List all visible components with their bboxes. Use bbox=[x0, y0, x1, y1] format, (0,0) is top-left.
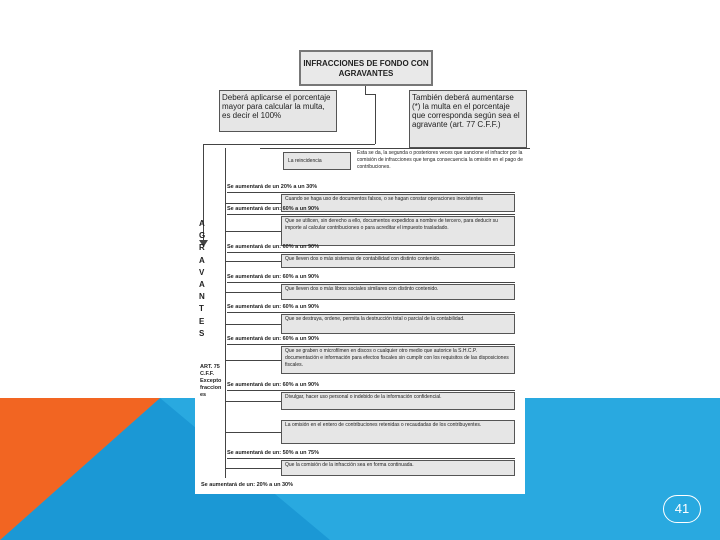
percentage-label: Se aumentará de un: 50% a un 75% bbox=[227, 450, 320, 456]
percentage-label: Se aumentará de un: 60% a un 90% bbox=[227, 382, 320, 388]
percentage-label: Se aumentará de un 20% a un 30% bbox=[227, 184, 318, 190]
side-letters: A G R A V A N T E S bbox=[199, 219, 206, 338]
page-number: 41 bbox=[663, 495, 701, 523]
left-note: Deberá aplicarse el porcentaje mayor para calcular la multa, es decir el 100% bbox=[219, 90, 337, 132]
percentage-label: Se aumentará de un: 60% a un 90% bbox=[227, 304, 320, 310]
right-note: También deberá aumentarse (*) la multa en el porcentaje que corresponda según sea el agravante (art. 77 C.F.F.) bbox=[409, 90, 527, 148]
percentage-label: Se aumentará de un: 60% a un 90% bbox=[227, 206, 320, 212]
infraction-description: Que se utilicen, sin derecho a ello, documentos expedidos a nombre de tercero, para deducir su importe al calcular contribuciones o para acreditar el impuesto trasladado. bbox=[281, 216, 515, 246]
bottom-pct: Se aumentará de un: 20% a un 30% bbox=[201, 482, 294, 488]
reincidencia-desc: Esta se da, la segunda o posteriores veces que sancione el infractor por la comisión de infracciones que tenga consecuencia la omisión en el pago de contribuciones. bbox=[357, 150, 523, 170]
infraction-description: Que lleven dos o más sistemas de contabilidad con distinto contenido. bbox=[281, 254, 515, 268]
infraction-description: Que se destruya, ordene, permita la destrucción total o parcial de la contabilidad. bbox=[281, 314, 515, 334]
percentage-label: Se aumentará de un: 60% a un 90% bbox=[227, 336, 320, 342]
infraction-description: Que lleven dos o más libros sociales similares con distinto contenido. bbox=[281, 284, 515, 300]
art-note: ART. 75 C.F.F. Excepto fraccion es bbox=[200, 364, 222, 398]
reincidencia-label: La reincidencia bbox=[283, 152, 351, 170]
infraction-description: La omisión en el entero de contribuciones retenidas o recaudadas de los contribuyentes. bbox=[281, 420, 515, 444]
infraction-description: Que se graben o microfilmen en discos o cualquier otro medio que autorice la S.H.C.P. documentación e información para efectos fiscales sin cumplir con los requisitos de las disposiciones fiscales. bbox=[281, 346, 515, 374]
infraction-description: Cuando se haga uso de documentos falsos, o se hagan constar operaciones inexistentes bbox=[281, 194, 515, 212]
percentage-label: Se aumentará de un: 60% a un 90% bbox=[227, 244, 320, 250]
infraction-description: Divulgar, hacer uso personal o indebido de la información confidencial. bbox=[281, 392, 515, 410]
title-box: INFRACCIONES DE FONDO CON AGRAVANTES bbox=[299, 50, 433, 86]
percentage-label: Se aumentará de un: 60% a un 90% bbox=[227, 274, 320, 280]
infraction-description: Que la comisión de la infracción sea en forma continuada. bbox=[281, 460, 515, 476]
document-page bbox=[195, 44, 525, 494]
